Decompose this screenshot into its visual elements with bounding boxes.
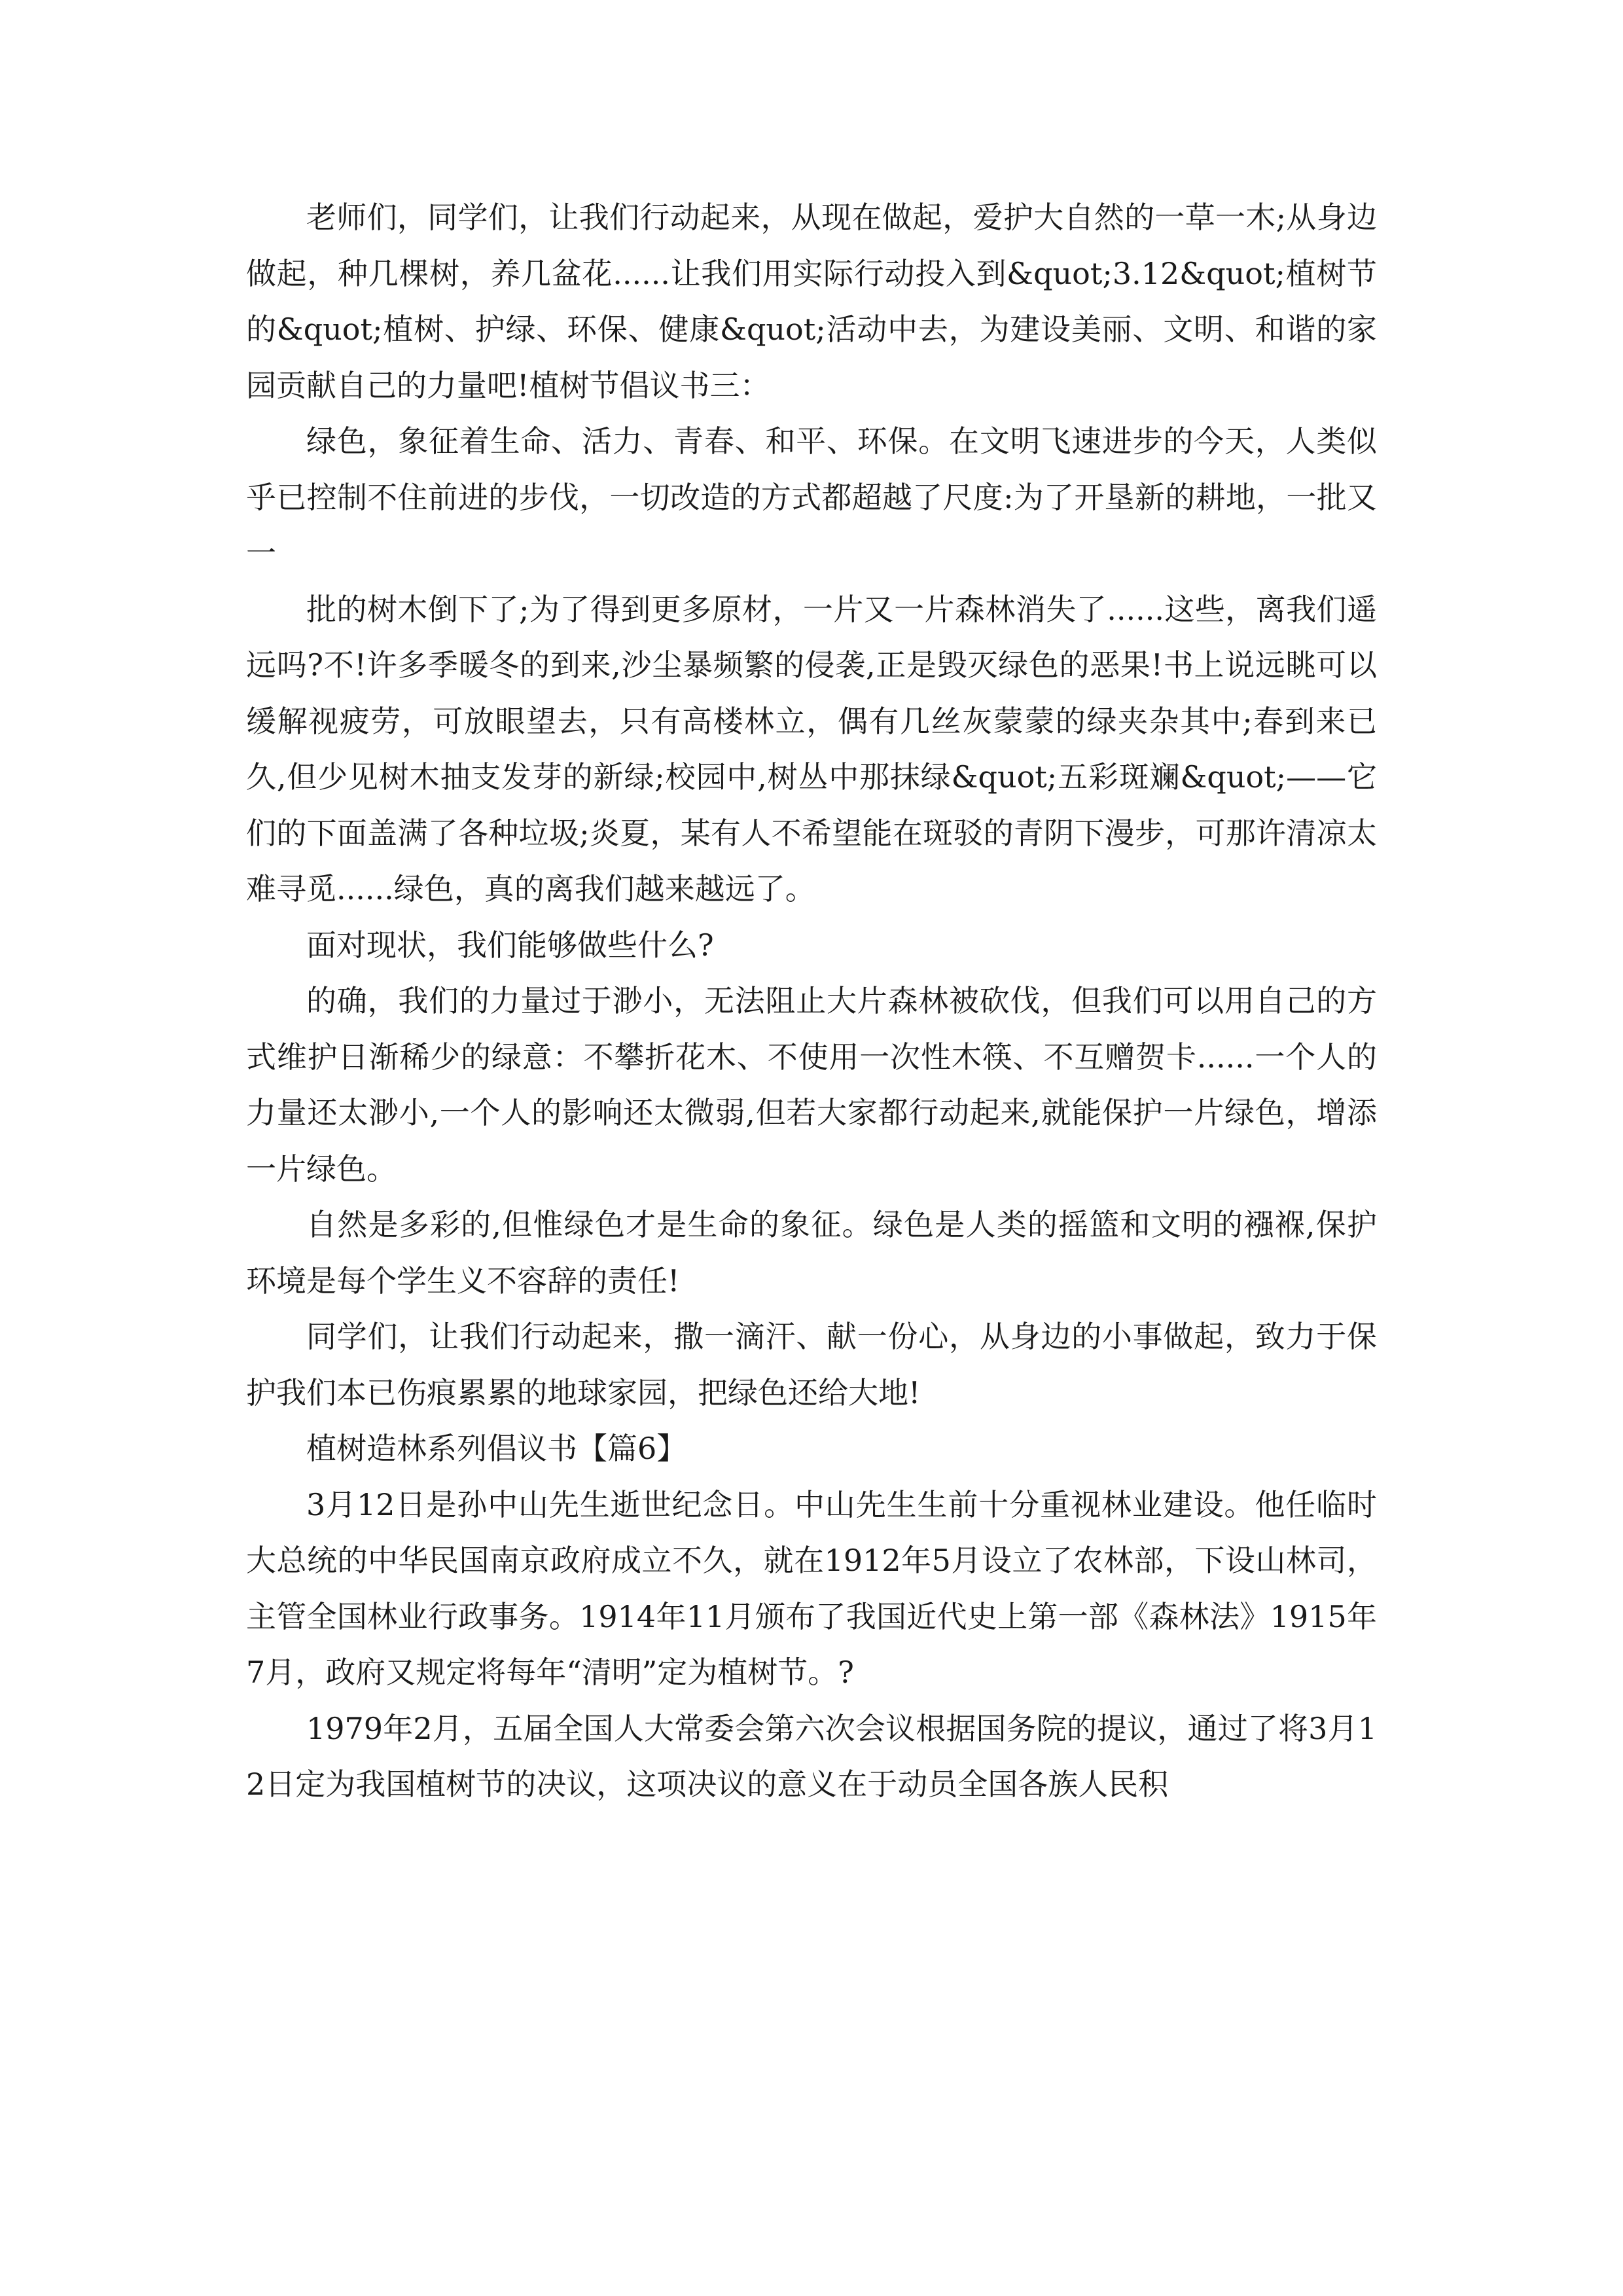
paragraph: 绿色，象征着生命、活力、青春、和平、环保。在文明飞速进步的今天，人类似乎已控制不住前进的步伐，一切改造的方式都超越了尺度:为了开垦新的耕地，一批又一 [246,423,1377,571]
section-heading: 植树造林系列倡议书【篇6】 [306,1431,687,1466]
paragraph: 1979年2月，五届全国人大常委会第六次会议根据国务院的提议，通过了将3月12日定为我国植树节的决议，这项决议的意义在于动员全国各族人民积 [246,1710,1377,1802]
document-body [246,190,1377,1813]
paragraph: 的确，我们的力量过于渺小，无法阻止大片森林被砍伐，但我们可以用自己的方式维护日渐稀少的绿意：不攀折花木、不使用一次性木筷、不互赠贺卡......一个人的力量还太渺小,一个人的影响还太微弱,但若大家都行动起来,就能保护一片绿色，增添一片绿色。 [246,983,1377,1187]
paragraph: 自然是多彩的,但惟绿色才是生命的象征。绿色是人类的摇篮和文明的襁褓,保护环境是每个学生义不容辞的责任! [246,1207,1377,1299]
paragraph: 同学们，让我们行动起来，撒一滴汗、献一份心，从身边的小事做起，致力于保护我们本已伤痕累累的地球家园，把绿色还给大地! [246,1319,1377,1410]
paragraph: 批的树木倒下了;为了得到更多原材，一片又一片森林消失了......这些，离我们遥远吗?不!许多季暖冬的到来,沙尘暴频繁的侵袭,正是毁灭绿色的恶果!书上说远眺可以缓解视疲劳，可放眼望去，只有高楼林立，偶有几丝灰蒙蒙的绿夹杂其中;春到来已久,但少见树木抽支发芽的新绿;校园中,树丛中那抹绿&quot;五彩斑斓&quot;——它们的下面盖满了各种垃圾;炎夏，某有人不希望能在斑驳的青阴下漫步，可那许清凉太难寻觅......绿色，真的离我们越来越远了。 [246,591,1377,906]
paragraph: 老师们，同学们，让我们行动起来，从现在做起，爱护大自然的一草一木;从身边做起，种几棵树，养几盆花......让我们用实际行动投入到&quot;3.12&quot;植树节的&quot;植树、护绿、环保、健康&quot;活动中去，为建设美丽、文明、和谐的家园贡献自己的力量吧!植树节倡议书三： [246,200,1377,403]
paragraph: 3月12日是孙中山先生逝世纪念日。中山先生生前十分重视林业建设。他任临时大总统的中华民国南京政府成立不久，就在1912年5月设立了农林部，下设山林司，主管全国林业行政事务。1914年11月颁布了我国近代史上第一部《森林法》1915年7月，政府又规定将每年“清明”定为植树节。? [246,1486,1377,1690]
paragraph: 面对现状，我们能够做些什么? [306,927,714,963]
